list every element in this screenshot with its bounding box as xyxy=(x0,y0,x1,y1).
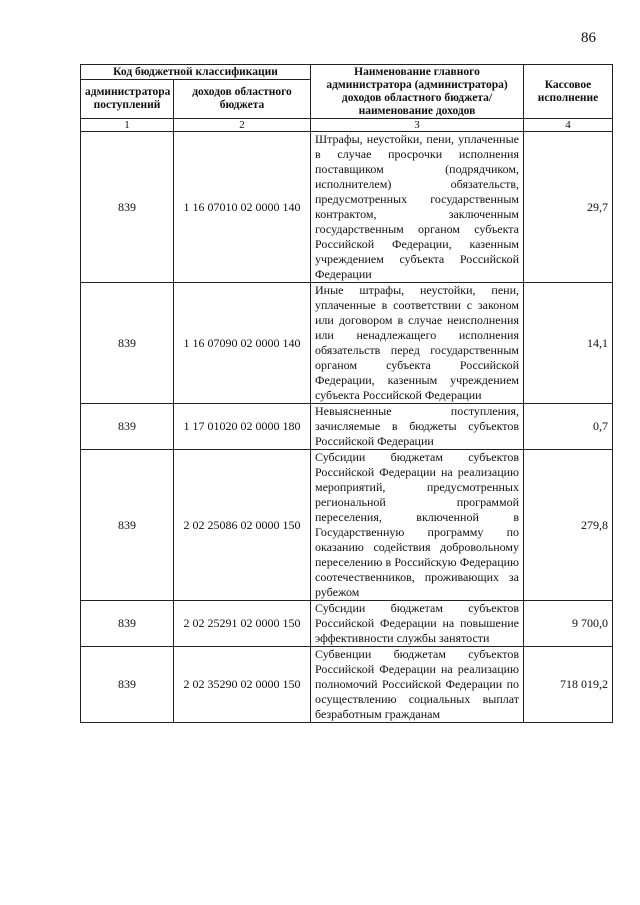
revenue-code-cell: 1 16 07090 02 0000 140 xyxy=(174,283,311,404)
budget-revenue-table xyxy=(80,64,613,723)
amount-cell: 9 700,0 xyxy=(524,601,613,647)
table-row xyxy=(81,132,613,283)
table-row xyxy=(81,404,613,450)
amount-cell: 279,8 xyxy=(524,450,613,601)
amount-cell: 718 019,2 xyxy=(524,647,613,723)
header-cash-execution: Кассовое исполнение xyxy=(524,65,613,119)
admin-code-cell: 839 xyxy=(81,132,174,283)
header-income-code: доходов областного бюджета xyxy=(174,80,311,119)
revenue-name-cell: Невыясненные поступления, зачисляемые в бюджеты субъектов Российской Федерации xyxy=(311,404,524,450)
header-revenue-name: Наименование главного администратора (администратора) доходов областного бюджета/ наименование доходов xyxy=(311,65,524,119)
header-budget-classification: Код бюджетной классификации xyxy=(81,65,311,80)
table-row xyxy=(81,601,613,647)
admin-code-cell: 839 xyxy=(81,404,174,450)
revenue-name-cell: Штрафы, неустойки, пени, уплаченные в случае просрочки исполнения поставщиком (подрядчиком, исполнителем) обязательств, предусмотренных государственным контрактом, заключенным государственным органом субъекта Российской Федерации, казенным учреждением субъекта Российской Федерации xyxy=(311,132,524,283)
admin-code-cell: 839 xyxy=(81,601,174,647)
revenue-name-cell: Иные штрафы, неустойки, пени, уплаченные в соответствии с законом или договором в случае неисполнения или ненадлежащего исполнения обязательств перед государственным органом субъекта Российской Федерации, казенным учреждением субъекта Российской Федерации xyxy=(311,283,524,404)
amount-cell: 29,7 xyxy=(524,132,613,283)
revenue-code-cell: 1 16 07010 02 0000 140 xyxy=(174,132,311,283)
admin-code-cell: 839 xyxy=(81,450,174,601)
revenue-name-cell: Субсидии бюджетам субъектов Российской Федерации на повышение эффективности службы занятости xyxy=(311,601,524,647)
amount-cell: 14,1 xyxy=(524,283,613,404)
amount-cell: 0,7 xyxy=(524,404,613,450)
table-row xyxy=(81,647,613,723)
column-number: 2 xyxy=(174,119,311,132)
admin-code-cell: 839 xyxy=(81,283,174,404)
revenue-code-cell: 2 02 25291 02 0000 150 xyxy=(174,601,311,647)
header-row-1 xyxy=(81,65,613,80)
page-number: 86 xyxy=(581,30,596,46)
revenue-code-cell: 2 02 25086 02 0000 150 xyxy=(174,450,311,601)
column-number: 3 xyxy=(311,119,524,132)
table-row xyxy=(81,283,613,404)
table-row xyxy=(81,450,613,601)
admin-code-cell: 839 xyxy=(81,647,174,723)
revenue-name-cell: Субсидии бюджетам субъектов Российской Федерации на реализацию мероприятий, предусмотренных региональной программой переселения, включенной в Государственную программу по оказанию содействия добровольному переселению в Российскую Федерацию соотечественников, проживающих за рубежом xyxy=(311,450,524,601)
revenue-code-cell: 2 02 35290 02 0000 150 xyxy=(174,647,311,723)
revenue-code-cell: 1 17 01020 02 0000 180 xyxy=(174,404,311,450)
column-number: 4 xyxy=(524,119,613,132)
column-number: 1 xyxy=(81,119,174,132)
revenue-name-cell: Субвенции бюджетам субъектов Российской Федерации на реализацию полномочий Российской Федерации по осуществлению социальных выплат безработным гражданам xyxy=(311,647,524,723)
header-admin-code: администратора поступлений xyxy=(81,80,174,119)
column-number-row xyxy=(81,119,613,132)
